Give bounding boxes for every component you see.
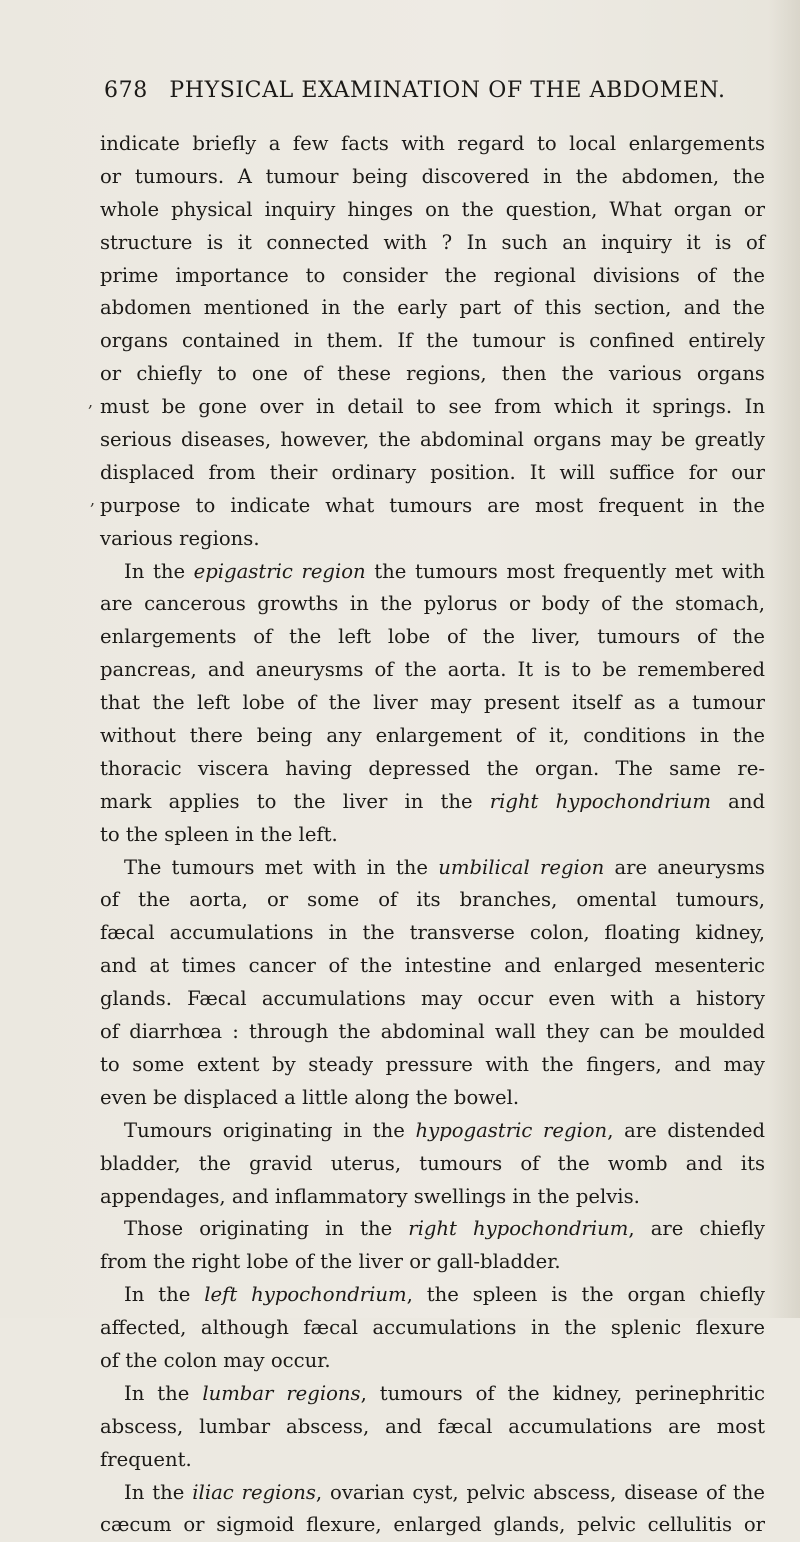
text-line: serious diseases, however, the abdominal organs may be greatly [100, 428, 765, 452]
text-line: even be displaced a little along the bowel. [100, 1085, 520, 1109]
italic-term: left hypochondrium [204, 1283, 407, 1307]
italic-term: iliac regions [192, 1480, 316, 1504]
text-line: to some extent by steady pressure with the fingers, and may [100, 1052, 765, 1076]
text-line: prime importance to consider the regional divisions of the [100, 263, 765, 287]
text-line: organs contained in them. If the tumour is confined entirely [100, 329, 765, 353]
text-line: structure is it connected with ? In such an inquiry it is of [100, 230, 765, 254]
text-line: cæcum or sigmoid flexure, enlarged glands, pelvic cellulitis or [100, 1513, 765, 1537]
text-line: bladder, the gravid uterus, tumours of the womb and its [100, 1151, 765, 1175]
italic-term: hypogastric region [415, 1118, 608, 1142]
text-line: Tumours originating in the hypogastric region, are distended [124, 1118, 766, 1142]
text-line: of the aorta, or some of its branches, omental tumours, [100, 888, 765, 912]
margin-mark-comma: , [90, 490, 96, 509]
text-line: thoracic viscera having depressed the organ. The same re- [100, 756, 765, 780]
text-line: In the iliac regions, ovarian cyst, pelvic abscess, disease of the [124, 1480, 765, 1504]
text-line: glands. Fæcal accumulations may occur even with a history [100, 987, 765, 1011]
running-header [104, 78, 726, 103]
margin-mark-comma: , [88, 392, 94, 411]
running-title: PHYSICAL EXAMINATION OF THE ABDOMEN. [169, 78, 726, 103]
text-line: indicate briefly a few facts with regard to local enlargements [100, 132, 765, 155]
text-line: various regions. [100, 526, 260, 550]
text-line: whole physical inquiry hinges on the question, What organ or [100, 197, 765, 221]
text-line: displaced from their ordinary position. It will suffice for our [100, 460, 765, 484]
text-line: The tumours met with in the umbilical region are aneurysms [124, 855, 765, 879]
text-line: pancreas, and aneurysms of the aorta. It is to be remembered [100, 658, 765, 682]
text-line: purpose to indicate what tumours are most frequent in the [100, 493, 765, 517]
page-number: 678 [104, 78, 148, 103]
text-line: abscess, lumbar abscess, and fæcal accumulations are most [100, 1414, 765, 1438]
italic-term: epigastric region [193, 559, 366, 583]
text-line: to the spleen in the left. [100, 822, 338, 846]
text-line: are cancerous growths in the pylorus or body of the stomach, [100, 592, 765, 616]
text-line: fæcal accumulations in the transverse colon, floating kidney, [100, 921, 765, 945]
text-line: frequent. [100, 1447, 192, 1471]
text-line: or tumours. A tumour being discovered in the abdomen, the [100, 164, 765, 188]
text-line: In the epigastric region the tumours most frequently met with [124, 559, 765, 583]
text-line: affected, although fæcal accumulations in the splenic flexure [100, 1316, 765, 1340]
italic-term: lumbar regions [202, 1381, 361, 1405]
text-line: appendages, and inflammatory swellings in the pelvis. [100, 1184, 640, 1208]
italic-term: right hypochondrium [489, 789, 711, 813]
text-line: Those originating in the right hypochondrium, are chiefly [124, 1217, 765, 1241]
text-line: In the left hypochondrium, the spleen is the organ chiefly [124, 1283, 766, 1307]
text-line: that the left lobe of the liver may present itself as a tumour [100, 691, 765, 715]
text-line: without there being any enlargement of it, conditions in the [100, 724, 765, 748]
text-line: and at times cancer of the intestine and enlarged mesenteric [100, 954, 765, 978]
body-text [100, 128, 765, 1542]
text-line: mark applies to the liver in the right hypochondrium and [100, 789, 765, 813]
text-line: enlargements of the left lobe of the liver, tumours of the [100, 625, 765, 649]
text-line: In the lumbar regions, tumours of the kidney, perinephritic [124, 1381, 766, 1405]
text-line: or chiefly to one of these regions, then the various organs [100, 362, 765, 386]
text-line: of the colon may occur. [100, 1348, 331, 1372]
text-line: from the right lobe of the liver or gall-bladder. [100, 1250, 561, 1274]
italic-term: right hypochondrium [408, 1217, 629, 1241]
italic-term: umbilical region [438, 855, 605, 879]
text-line: must be gone over in detail to see from which it springs. In [100, 395, 765, 419]
text-line: abdomen mentioned in the early part of this section, and the [100, 296, 765, 320]
text-line: of diarrhœa : through the abdominal wall they can be moulded [100, 1020, 765, 1044]
